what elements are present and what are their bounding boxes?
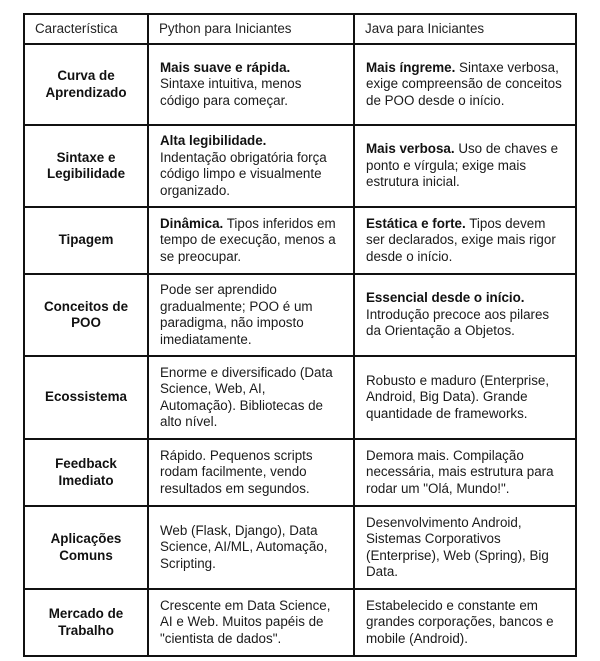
feature-cell: Tipagem <box>24 207 148 274</box>
java-cell <box>354 125 576 207</box>
header-feature: Característica <box>24 14 148 44</box>
python-description: Enorme e diversificado (Data Science, Web, AI, Automação). Bibliotecas de alto nível. <box>160 364 333 429</box>
table-row <box>24 589 576 656</box>
python-highlight: Dinâmica. <box>160 215 224 231</box>
python-cell <box>148 44 354 125</box>
feature-cell: Mercado de Trabalho <box>24 589 148 656</box>
feature-cell: Ecossistema <box>24 356 148 439</box>
java-description: Desenvolvimento Android, Sistemas Corporativos (Enterprise), Web (Spring), Big Data. <box>366 514 549 579</box>
table-header-row <box>24 14 576 44</box>
python-cell <box>148 125 354 207</box>
comparison-table-container <box>23 13 577 657</box>
python-description: Indentação obrigatória força código limpo e visualmente organizado. <box>160 149 327 198</box>
java-highlight: Mais íngreme. <box>366 59 456 75</box>
table-row <box>24 125 576 207</box>
feature-cell: Feedback Imediato <box>24 439 148 506</box>
python-description: Crescente em Data Science, AI e Web. Muitos papéis de "cientista de dados". <box>160 597 331 646</box>
java-highlight: Essencial desde o início. <box>366 290 525 306</box>
java-description: Estabelecido e constante em grandes corporações, bancos e mobile (Android). <box>366 597 554 646</box>
table-row <box>24 506 576 589</box>
java-cell <box>354 439 576 506</box>
java-highlight: Estática e forte. <box>366 215 466 231</box>
python-cell <box>148 274 354 356</box>
python-cell <box>148 356 354 439</box>
java-cell <box>354 274 576 356</box>
java-description: Uso de chaves e ponto e vírgula; exige mais estrutura inicial. <box>366 141 559 190</box>
table-row <box>24 207 576 274</box>
python-description: Pode ser aprendido gradualmente; POO é um paradigma, não imposto imediatamente. <box>160 282 313 347</box>
java-cell <box>354 207 576 274</box>
comparison-table <box>23 13 577 657</box>
python-description: Web (Flask, Django), Data Science, AI/ML, Automação, Scripting. <box>160 522 328 571</box>
java-description: Tipos devem ser declarados, exige mais rigor desde o início. <box>366 215 556 264</box>
feature-cell: Aplicações Comuns <box>24 506 148 589</box>
python-cell <box>148 439 354 506</box>
python-description: Rápido. Pequenos scripts rodam facilmente, vendo resultados em segundos. <box>160 447 313 496</box>
java-cell <box>354 589 576 656</box>
python-cell <box>148 589 354 656</box>
java-description: Robusto e maduro (Enterprise, Android, Big Data). Grande quantidade de frameworks. <box>366 372 550 421</box>
python-highlight: Alta legibilidade. <box>160 133 267 148</box>
java-description: Sintaxe verbosa, exige compreensão de conceitos de POO desde o início. <box>366 59 562 108</box>
table-row <box>24 274 576 356</box>
java-highlight: Mais verbosa. <box>366 141 455 157</box>
feature-cell: Curva de Aprendizado <box>24 44 148 125</box>
python-cell <box>148 207 354 274</box>
table-row <box>24 44 576 125</box>
table-row <box>24 439 576 506</box>
java-description: Introdução precoce aos pilares da Orientação a Objetos. <box>366 306 550 339</box>
python-description: Sintaxe intuitiva, menos código para começar. <box>160 76 302 108</box>
python-cell <box>148 506 354 589</box>
java-description: Demora mais. Compilação necessária, mais estrutura para rodar um "Olá, Mundo!". <box>366 447 554 496</box>
java-cell <box>354 356 576 439</box>
feature-cell: Conceitos de POO <box>24 274 148 356</box>
table-row <box>24 356 576 439</box>
java-cell <box>354 44 576 125</box>
header-java: Java para Iniciantes <box>354 14 576 44</box>
python-highlight: Mais suave e rápida. <box>160 59 291 75</box>
java-cell <box>354 506 576 589</box>
feature-cell: Sintaxe e Legibilidade <box>24 125 148 207</box>
header-python: Python para Iniciantes <box>148 14 354 44</box>
python-description: Tipos inferidos em tempo de execução, menos a se preocupar. <box>160 215 336 264</box>
